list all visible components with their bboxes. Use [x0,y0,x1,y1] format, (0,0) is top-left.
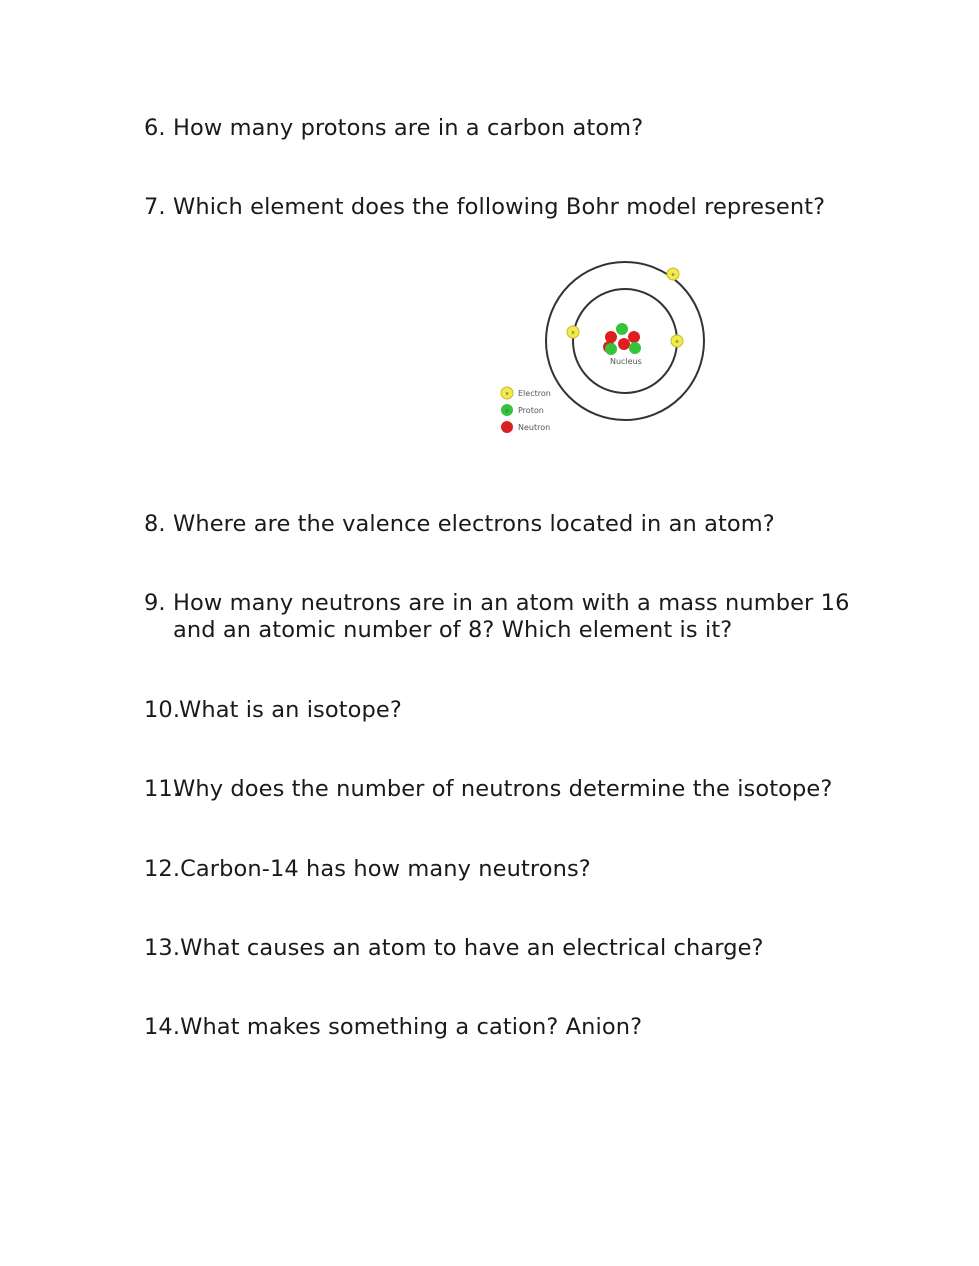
question-12 [144,856,591,883]
svg-text:n: n [505,425,509,431]
question-text: What makes something a cation? Anion? [180,1014,643,1040]
question-number: 7. [144,194,166,220]
question-text: Where are the valence electrons located in an atom? [173,511,775,537]
question-11 [144,776,832,803]
nucleus-label: Nucleus [610,357,642,366]
question-number: 14. [144,1014,181,1040]
question-number: 8. [144,511,166,537]
proton [616,323,628,335]
legend-label-neutron: Neutron [518,423,551,432]
question-10 [144,697,402,724]
question-text-continued: and an atomic number of 8? Which element is it? [173,617,733,643]
question-14 [144,1014,642,1041]
nucleus [603,323,642,366]
question-8 [144,511,775,538]
svg-text:e: e [675,339,679,345]
question-text: What is an isotope? [179,697,402,723]
question-9 [144,590,850,644]
question-text: Which element does the following Bohr model represent? [173,194,826,220]
proton [605,343,617,355]
legend-label-proton: Proton [518,406,544,415]
question-number: 13. [144,935,181,961]
neutron [628,331,640,343]
question-number: 9. [144,590,166,616]
question-number: 10. [144,697,181,723]
question-text: Carbon-14 has how many neutrons? [180,856,591,882]
question-number: 12. [144,856,181,882]
svg-text:e: e [571,330,575,336]
question-number: 6. [144,115,166,141]
svg-text:e: e [671,272,675,278]
proton [629,342,641,354]
legend [501,387,551,433]
question-text: How many neutrons are in an atom with a mass number 16 [173,590,850,616]
electron [567,326,579,338]
neutron [618,338,630,350]
legend-item-electron [501,387,551,399]
question-6 [144,115,643,142]
question-text: Why does the number of neutrons determine the isotope? [173,776,833,802]
legend-label-electron: Electron [518,389,551,398]
question-text: How many protons are in a carbon atom? [173,115,644,141]
electron [667,268,679,280]
svg-text:p: p [505,408,509,414]
question-7 [144,194,825,221]
question-number: 11. [144,776,181,802]
svg-text:e: e [505,391,509,397]
legend-item-proton [501,404,544,416]
legend-item-neutron [501,421,550,433]
electron [671,335,683,347]
bohr-model-diagram [495,255,715,435]
neutron [605,331,617,343]
question-13 [144,935,764,962]
question-text: What causes an atom to have an electrical charge? [180,935,764,961]
